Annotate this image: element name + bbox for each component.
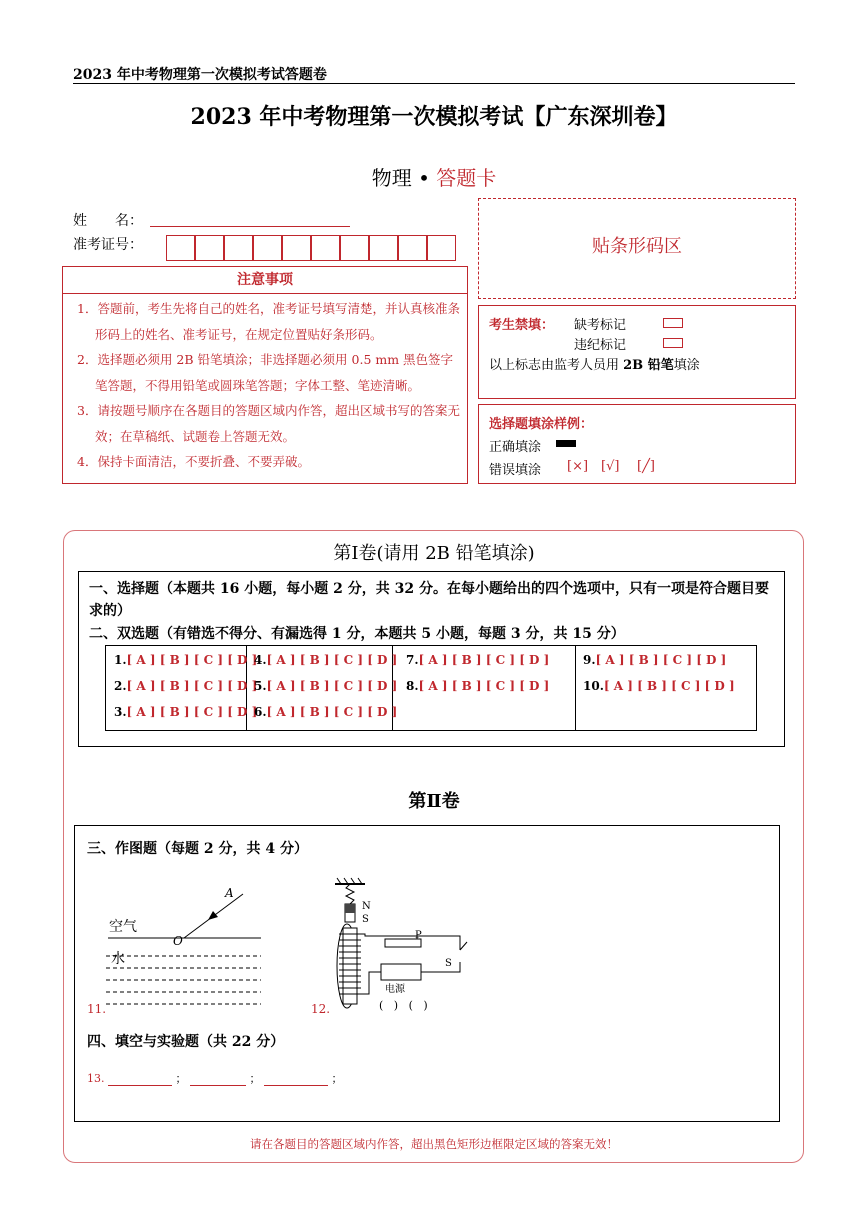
fill-sample-box xyxy=(478,404,796,484)
answer-options[interactable]: [ A ] [ B ] [ C ] [ D ] xyxy=(418,653,550,667)
question-number: 4. xyxy=(254,653,267,667)
question-2-heading: 二、双选题（有错选不得分、有漏选得 1 分，本题共 5 小题，每题 3 分，共 15 分） xyxy=(89,626,625,642)
question-number: 1. xyxy=(114,653,127,667)
answer-options[interactable]: [ A ] [ B ] [ C ] [ D ] xyxy=(126,653,258,667)
switch-blade xyxy=(460,942,467,950)
slider-label: P xyxy=(415,930,422,941)
id-digit-box[interactable] xyxy=(224,235,253,261)
note-item: 1．答题前，考生先将自己的姓名，准考证号填写清楚，并认真核准条形码上的姓名、准考证号，在规定位置贴好条形码。 xyxy=(77,301,460,342)
ray-arrow xyxy=(208,911,218,920)
note-item: 2．选择题必须用 2B 铅笔填涂；非选择题必须用 0.5 mm 黑色签字笔答题，不得用铅笔或圆珠笔答题；字体工整、笔迹清晰。 xyxy=(77,352,454,393)
id-digit-box[interactable] xyxy=(311,235,340,261)
id-digit-box[interactable] xyxy=(195,235,224,261)
south-label: S xyxy=(362,914,369,925)
answer-options[interactable]: [ A ] [ B ] [ C ] [ D ] xyxy=(266,705,398,719)
violation-label: 违纪标记 xyxy=(574,338,627,353)
forbidden-label: 考生禁填： xyxy=(489,318,555,333)
question-1-heading: 一、选择题（本题共 16 小题，每小题 2 分，共 32 分。在每小题给出的四个选项中，只有一项是符合题目要求的） xyxy=(89,581,769,619)
examiner-marks-box xyxy=(478,305,796,399)
water-label: 水 xyxy=(111,951,125,967)
subtitle-card: 答题卡 xyxy=(436,166,497,190)
barcode-area: 贴条形码区 xyxy=(478,198,796,299)
id-digit-box[interactable] xyxy=(253,235,282,261)
id-label: 准考证号： xyxy=(73,237,143,253)
wire-right xyxy=(421,962,460,972)
wire-left xyxy=(361,972,381,994)
power-source xyxy=(381,964,421,980)
blank-1[interactable] xyxy=(108,1085,172,1086)
question-3-heading: 三、作图题（每题 2 分，共 4 分） xyxy=(87,841,308,857)
answer-options[interactable]: [ A ] [ B ] [ C ] [ D ] xyxy=(603,679,735,693)
footer-warning: 请在各题目的答题区域内作答，超出黑色矩形边框限定区域的答案无效！ xyxy=(250,1137,618,1151)
wrong-mark: [╱] xyxy=(637,459,655,474)
part1-title: 第Ⅰ卷(请用 2B 铅笔填涂) xyxy=(333,543,535,564)
point-a-label: A xyxy=(225,886,234,900)
wrong-mark: [×] xyxy=(567,459,589,474)
id-digit-box[interactable] xyxy=(340,235,369,261)
note-item: 3．请按题号顺序在各题目的答题区域内作答，超出区域书写的答案无效；在草稿纸、试题卷上答题无效。 xyxy=(77,403,460,444)
air-label: 空气 xyxy=(109,919,137,935)
correct-fill-mark xyxy=(556,436,576,451)
answer-options[interactable]: [ A ] [ B ] [ C ] [ D ] xyxy=(418,679,550,693)
correct-fill-label: 正确填涂 xyxy=(489,440,542,455)
answer-choice-row[interactable] xyxy=(406,653,549,667)
question-number: 6. xyxy=(254,705,267,719)
electromagnet-figure[interactable] xyxy=(325,876,475,1016)
wrong-mark: [√] xyxy=(601,459,620,474)
refraction-figure[interactable] xyxy=(101,884,301,1014)
id-digit-box[interactable] xyxy=(282,235,311,261)
answer-choice-row[interactable] xyxy=(114,679,257,693)
blank-3[interactable] xyxy=(264,1085,328,1086)
name-field[interactable] xyxy=(150,226,350,227)
magnet-north xyxy=(345,904,355,913)
violation-mark[interactable] xyxy=(663,335,683,350)
answer-options[interactable]: [ A ] [ B ] [ C ] [ D ] xyxy=(266,653,398,667)
pole-answer-brackets[interactable]: ( ) ( ) xyxy=(379,999,428,1012)
answer-options[interactable]: [ A ] [ B ] [ C ] [ D ] xyxy=(126,705,258,719)
page-title: 2023 年中考物理第一次模拟考试【广东深圳卷】 xyxy=(190,104,678,130)
running-header: 2023 年中考物理第一次模拟考试答题卷 xyxy=(73,67,327,83)
figure-11-number: 11. xyxy=(87,1002,107,1016)
answer-grid xyxy=(105,645,757,731)
answer-choice-row[interactable] xyxy=(254,705,397,719)
answer-choice-row[interactable] xyxy=(583,679,735,693)
answer-choice-row[interactable] xyxy=(114,705,257,719)
question-number: 8. xyxy=(406,679,419,693)
question-number: 9. xyxy=(583,653,596,667)
id-digit-box[interactable] xyxy=(369,235,398,261)
notes-heading: 注意事项 xyxy=(63,267,467,294)
north-label: N xyxy=(362,901,371,912)
answer-options[interactable]: [ A ] [ B ] [ C ] [ D ] xyxy=(595,653,727,667)
answer-choice-row[interactable] xyxy=(406,679,549,693)
wrong-fill-label: 错误填涂 xyxy=(489,463,542,478)
absent-label: 缺考标记 xyxy=(574,318,627,333)
blank-2[interactable] xyxy=(190,1085,246,1086)
question-13-number: 13. xyxy=(87,1072,105,1085)
answer-options[interactable]: [ A ] [ B ] [ C ] [ D ] xyxy=(126,679,258,693)
spring xyxy=(346,884,354,904)
answer-options[interactable]: [ A ] [ B ] [ C ] [ D ] xyxy=(266,679,398,693)
id-digit-box[interactable] xyxy=(427,235,456,261)
part2-box xyxy=(74,825,780,1122)
switch-label: S xyxy=(445,958,452,969)
question-4-heading: 四、填空与实验题（共 22 分） xyxy=(87,1034,285,1050)
name-label: 姓 名： xyxy=(73,213,143,229)
answer-choice-row[interactable] xyxy=(254,679,397,693)
figure-12-number: 12. xyxy=(311,1002,331,1016)
page-subtitle xyxy=(0,162,868,191)
question-number: 2. xyxy=(114,679,127,693)
subtitle-dot: • xyxy=(418,166,430,190)
question-number: 10. xyxy=(583,679,604,693)
iron-core xyxy=(343,928,357,1004)
grid-divider xyxy=(575,646,576,730)
question-13-row: 13. ； ； ； xyxy=(87,1072,343,1085)
source-label: 电源 xyxy=(385,984,405,995)
header-rule xyxy=(73,83,795,84)
answer-choice-row[interactable] xyxy=(583,653,726,667)
forbidden-note: 以上标志由监考人员用 2B 铅笔填涂 xyxy=(489,358,700,373)
point-o-label: O xyxy=(173,934,183,948)
answer-choice-row[interactable] xyxy=(254,653,397,667)
note-item: 4．保持卡面清洁，不要折叠、不要弄破。 xyxy=(77,454,310,469)
part2-title: 第Ⅱ卷 xyxy=(408,791,460,812)
absent-mark[interactable] xyxy=(663,315,683,330)
notes-box xyxy=(62,266,468,484)
question-number: 7. xyxy=(406,653,419,667)
fill-sample-title: 选择题填涂样例： xyxy=(489,417,594,432)
answer-choice-row[interactable] xyxy=(114,653,257,667)
subtitle-subject: 物理 xyxy=(371,166,412,190)
question-number: 5. xyxy=(254,679,267,693)
id-digit-box[interactable] xyxy=(398,235,427,261)
id-digit-box[interactable] xyxy=(166,235,195,261)
question-number: 3. xyxy=(114,705,127,719)
